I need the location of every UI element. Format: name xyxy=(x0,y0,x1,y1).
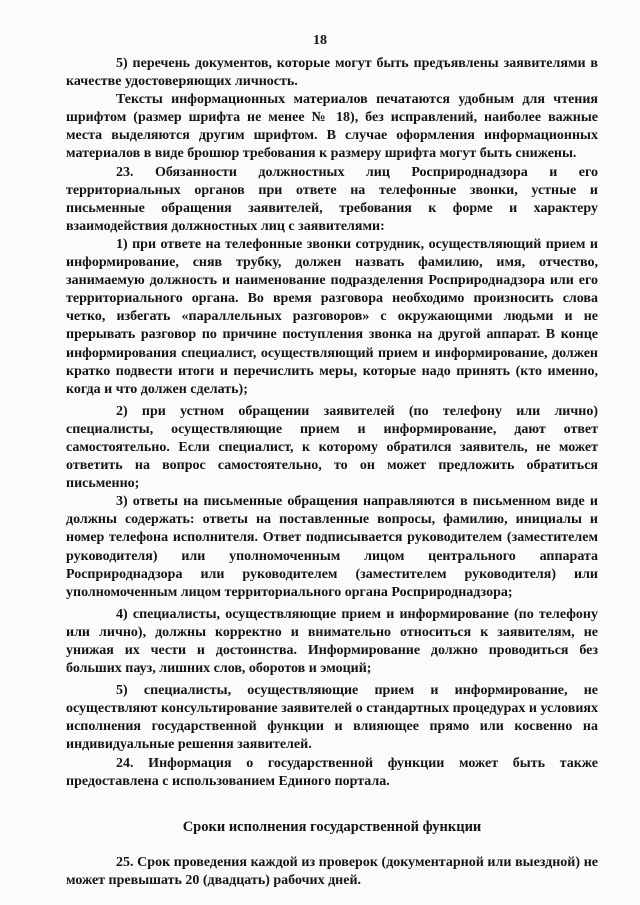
paragraph-font-requirements: Тексты информационных материалов печатаются удобным для чтения шрифтом (размер шрифта не менее № 18), без исправлений, наиболее важные места выделяются другим шрифтом. В случае оформления информационных материалов в виде брошюр требования к размеру шрифта могут быть снижены. xyxy=(66,92,598,162)
paragraph-23-duties: 23. Обязанности должностных лиц Росприроднадзора и его территориальных органов при ответе на телефонные звонки, устные и письменные обращения заявителей, требования к форме и характеру взаимодействия должностных лиц с заявителями: xyxy=(66,164,598,234)
paragraph-duty-1-phone-calls: 1) при ответе на телефонные звонки сотрудник, осуществляющий прием и информирование, сняв трубку, должен назвать фамилию, имя, отчество, занимаемую должность и наименование подразделения Росприроднадзора или его территориального органа. Во время разговора необходимо произносить слова четко, избегать «параллельных разговоров» с окружающими людьми и не прерывать разговор по причине поступления звонка на другой аппарат. В конце информирования специалист, осуществляющий прием и информирование, должен кратко подвести итоги и перечислить меры, которые надо принять (кто именно, когда и что должен сделать); xyxy=(66,236,598,397)
paragraph-24-portal: 24. Информация о государственной функции может быть также предоставлена с использованием Единого портала. xyxy=(66,755,598,789)
document-body xyxy=(66,55,598,890)
page-number: 18 xyxy=(313,33,327,48)
paragraph-duty-5-no-consulting: 5) специалисты, осуществляющие прием и информирование, не осуществляют консультирование заявителей о стандартных процедурах и условиях исполнения государственной функции и влияющее прямо или косвенно на индивидуальные решения заявителей. xyxy=(66,683,598,753)
section-heading-deadlines: Сроки исполнения государственной функции xyxy=(182,818,482,835)
paragraph-duty-2-oral-requests: 2) при устном обращении заявителей (по телефону или лично) специалисты, осуществляющие прием и информирование, дают ответ самостоятельно. Если специалист, к которому обратился заявитель, не может ответить на вопрос самостоятельно, то он может предложить обратиться письменно; xyxy=(66,403,598,492)
paragraph-duty-4-courtesy: 4) специалисты, осуществляющие прием и информирование (по телефону или лично), должны корректно и внимательно относиться к заявителям, не унижая их чести и достоинства. Информирование должно проводиться без больших пауз, лишних слов, оборотов и эмоций; xyxy=(66,606,598,677)
paragraph-item-5-documents: 5) перечень документов, которые могут быть предъявлены заявителями в качестве удостоверяющих личность. xyxy=(66,56,598,90)
paragraph-duty-3-written-requests: 3) ответы на письменные обращения направляются в письменном виде и должны содержать: ответы на поставленные вопросы, фамилию, инициалы и номер телефона исполнителя. Ответ подписывается руководителем (заместителем руководителя) или уполномоченным лицом центрального аппарата Росприроднадзора или руководителем (заместителем руководителя) или уполномоченным лицом территориального органа Росприроднадзора; xyxy=(66,494,598,600)
paragraph-25-inspection-term: 25. Срок проведения каждой из проверок (документарной или выездной) не может превышать 20 (двадцать) рабочих дней. xyxy=(66,854,598,888)
